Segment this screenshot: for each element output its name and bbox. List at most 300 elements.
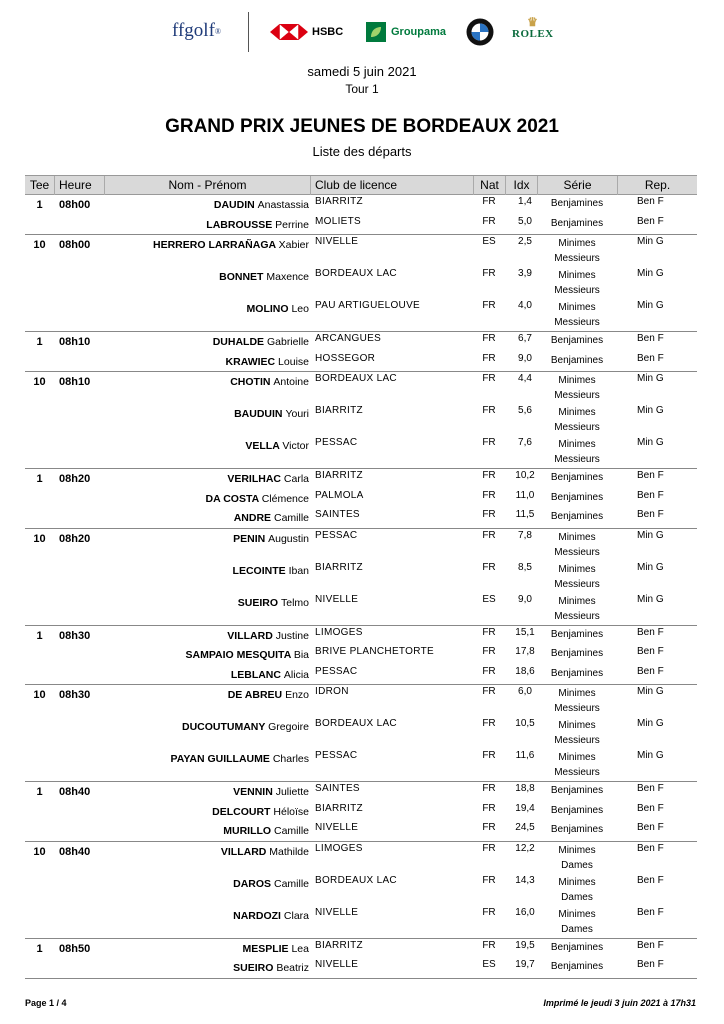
player-nat: FR <box>482 470 496 481</box>
start-time: 08h20 <box>59 473 91 485</box>
player-last-name: SUEIRO <box>237 596 279 609</box>
player-last-name: BONNET <box>219 271 264 283</box>
start-time: 08h40 <box>59 786 91 798</box>
player-rep: Ben F <box>637 509 664 520</box>
table-row <box>25 489 697 509</box>
player-idx: 19,7 <box>515 959 535 970</box>
serie-line: Minimes <box>558 302 596 313</box>
serie-line: Benjamines <box>550 804 604 816</box>
col-serie: Série <box>537 176 617 195</box>
player-rep: Ben F <box>637 906 664 918</box>
serie-line: Benjamines <box>550 472 604 483</box>
serie-line: Dames <box>561 891 593 903</box>
player-last-name: DUCOUTUMANY <box>181 721 266 733</box>
table-row <box>25 404 697 436</box>
player-rep: Ben F <box>637 842 664 854</box>
event-date: samedi 5 juin 2021 <box>307 64 417 79</box>
player-last-name: CHOTIN <box>230 376 271 388</box>
player-idx: 6,7 <box>518 333 532 344</box>
player-club: IDRON <box>315 686 349 697</box>
player-idx: 5,6 <box>518 405 532 416</box>
tee-number: 1 <box>36 629 43 642</box>
player-name <box>103 649 309 661</box>
player-rep: Min G <box>637 686 664 697</box>
tee-number: 10 <box>33 532 46 545</box>
groupama-leaf-icon <box>366 22 386 42</box>
player-last-name: DELCOURT <box>212 805 271 818</box>
player-name <box>103 356 309 368</box>
player-name <box>103 512 309 524</box>
player-serie <box>541 750 613 780</box>
player-first-name: Xabier <box>278 239 309 251</box>
player-name <box>103 721 309 733</box>
hsbc-logo <box>270 24 343 40</box>
col-tee: Tee <box>29 178 50 192</box>
round-label: Tour 1 <box>345 82 379 96</box>
tee-number: 10 <box>33 689 46 701</box>
player-nat: FR <box>482 489 496 501</box>
serie-line: Dames <box>561 859 593 871</box>
player-last-name: ANDRE <box>233 512 272 524</box>
player-club: BIARRITZ <box>315 470 363 481</box>
tee-number: 10 <box>33 376 46 388</box>
player-club: ARCANGUES <box>315 333 382 344</box>
table-row <box>25 626 697 646</box>
col-club: Club de licence <box>310 176 473 195</box>
player-club: BRIVE PLANCHETORTE <box>315 646 434 657</box>
player-club: BORDEAUX LAC <box>315 718 397 729</box>
player-first-name: Charles <box>272 753 309 765</box>
player-first-name: Victor <box>282 440 309 452</box>
player-serie <box>541 490 613 505</box>
table-row <box>25 561 697 593</box>
hsbc-hexagon-icon <box>270 24 308 40</box>
player-idx: 24,5 <box>515 822 535 833</box>
serie-line: Benjamines <box>550 335 604 346</box>
start-time: 08h50 <box>59 942 91 955</box>
serie-line: Minimes <box>558 270 596 281</box>
table-row <box>25 906 697 938</box>
tee-group <box>25 195 697 235</box>
player-idx: 16,0 <box>515 906 535 918</box>
player-serie <box>541 843 613 873</box>
serie-line: Minimes <box>558 844 596 856</box>
player-club: NIVELLE <box>315 906 359 918</box>
player-first-name: Anastassia <box>257 199 309 211</box>
player-rep: Min G <box>637 405 664 416</box>
table-row <box>25 782 697 802</box>
player-first-name: Gregoire <box>268 721 309 733</box>
player-first-name: Bia <box>293 649 309 661</box>
col-nat: Nat <box>473 176 505 195</box>
player-name <box>103 597 309 609</box>
player-last-name: MURILLO <box>223 825 272 837</box>
col-rep: Rep. <box>617 176 697 195</box>
serie-line: Benjamines <box>550 824 604 835</box>
player-serie <box>541 268 613 298</box>
serie-line: Minimes <box>558 688 596 699</box>
serie-line: Messieurs <box>554 253 600 264</box>
serie-line: Minimes <box>558 908 596 920</box>
player-name <box>103 962 309 974</box>
player-first-name: Clémence <box>261 492 309 505</box>
player-rep: Ben F <box>637 822 664 833</box>
player-idx: 9,0 <box>518 593 532 605</box>
serie-line: Benjamines <box>550 785 604 796</box>
player-idx: 19,5 <box>515 939 535 951</box>
groupama-wordmark: Groupama <box>391 26 447 38</box>
player-nat: FR <box>482 196 496 207</box>
table-row <box>25 749 697 781</box>
player-first-name: Maxence <box>266 271 309 283</box>
player-serie <box>541 216 613 231</box>
serie-line: Messieurs <box>554 317 600 328</box>
bmw-logo <box>466 18 494 46</box>
table-row <box>25 645 697 665</box>
player-nat: ES <box>482 236 496 247</box>
player-club: PAU ARTIGUELOUVE <box>315 300 421 311</box>
serie-line: Benjamines <box>550 667 604 679</box>
col-heure: Heure <box>54 176 104 195</box>
table-row <box>25 195 697 215</box>
player-serie <box>541 686 613 716</box>
player-name <box>103 786 309 798</box>
tee-group <box>25 372 697 469</box>
player-last-name: KRAWIEC <box>225 355 276 368</box>
bmw-roundel-icon <box>466 18 494 46</box>
tee-group <box>25 235 697 332</box>
player-nat: FR <box>482 842 496 854</box>
player-idx: 15,1 <box>515 626 535 638</box>
player-serie <box>541 333 613 348</box>
player-rep: Min G <box>637 561 664 573</box>
serie-line: Messieurs <box>554 735 600 746</box>
player-last-name: MESPLIE <box>242 942 289 955</box>
player-first-name: Louise <box>278 355 309 368</box>
tee-group <box>25 529 697 626</box>
tee-group <box>25 469 697 529</box>
ffgolf-registered-mark: ® <box>214 26 221 36</box>
logo-divider <box>248 12 249 52</box>
player-rep: Ben F <box>637 665 664 677</box>
groupama-logo <box>366 22 446 42</box>
tee-number: 1 <box>36 473 43 485</box>
tee-number: 1 <box>36 942 43 955</box>
print-timestamp: Imprimé le jeudi 3 juin 2021 à 17h31 <box>543 998 696 1008</box>
col-nom: Nom - Prénom <box>104 176 310 195</box>
tee-group <box>25 332 697 372</box>
player-rep: Ben F <box>637 646 664 657</box>
player-rep: Ben F <box>637 783 664 794</box>
player-nat: ES <box>482 593 496 605</box>
ffgolf-logo <box>172 20 221 42</box>
tee-group <box>25 626 697 686</box>
tee-group <box>25 685 697 782</box>
serie-line: Messieurs <box>554 578 600 590</box>
player-club: PESSAC <box>315 750 358 761</box>
player-name <box>103 473 309 485</box>
player-nat: FR <box>482 509 496 520</box>
serie-line: Minimes <box>558 720 596 731</box>
player-last-name: BAUDUIN <box>234 408 283 420</box>
player-nat: FR <box>482 626 496 638</box>
player-nat: FR <box>482 352 496 364</box>
player-last-name: VELLA <box>245 440 280 452</box>
player-first-name: Juliette <box>275 786 309 798</box>
player-first-name: Camille <box>273 825 309 837</box>
player-idx: 11,6 <box>515 750 535 761</box>
serie-line: Minimes <box>558 595 596 607</box>
player-idx: 9,0 <box>518 352 532 364</box>
player-club: MOLIETS <box>315 215 361 227</box>
crown-icon: ♛ <box>527 15 539 29</box>
player-rep: Min G <box>637 750 664 761</box>
player-rep: Min G <box>637 529 664 541</box>
player-club: LIMOGES <box>315 626 363 638</box>
player-club: PESSAC <box>315 665 358 677</box>
serie-line: Minimes <box>558 876 596 888</box>
player-first-name: Enzo <box>285 689 309 701</box>
serie-line: Messieurs <box>554 285 600 296</box>
start-time: 08h00 <box>59 199 91 211</box>
player-last-name: VENNIN <box>233 786 273 798</box>
player-serie <box>541 236 613 266</box>
player-club: BIARRITZ <box>315 939 363 951</box>
serie-line: Benjamines <box>550 511 604 522</box>
player-nat: FR <box>482 906 496 918</box>
player-idx: 14,3 <box>515 874 535 886</box>
table-row <box>25 874 697 906</box>
player-last-name: NARDOZI <box>233 909 281 922</box>
serie-line: Benjamines <box>550 491 604 503</box>
player-rep: Ben F <box>637 939 664 951</box>
player-name <box>103 533 309 545</box>
serie-line: Messieurs <box>554 610 600 622</box>
serie-line: Benjamines <box>550 941 604 953</box>
player-rep: Ben F <box>637 874 664 886</box>
player-rep: Min G <box>637 593 664 605</box>
page-subtitle: Liste des départs <box>312 144 412 159</box>
player-idx: 7,8 <box>518 529 532 541</box>
player-nat: FR <box>482 874 496 886</box>
player-name <box>103 753 309 765</box>
player-serie <box>541 907 613 937</box>
table-body <box>25 195 697 979</box>
player-name <box>103 336 309 348</box>
table-row <box>25 469 697 489</box>
table-row <box>25 802 697 822</box>
serie-line: Minimes <box>558 439 596 450</box>
player-serie <box>541 405 613 435</box>
player-serie <box>541 718 613 748</box>
player-rep: Ben F <box>637 959 664 970</box>
table-row <box>25 267 697 299</box>
player-last-name: DE ABREU <box>227 689 283 701</box>
player-nat: FR <box>482 529 496 541</box>
player-last-name: LEBLANC <box>230 668 281 681</box>
player-rep: Min G <box>637 236 664 247</box>
player-name <box>103 630 309 642</box>
tee-number: 10 <box>33 239 46 251</box>
player-serie <box>541 594 613 624</box>
player-idx: 6,0 <box>518 686 532 697</box>
player-name <box>103 408 309 420</box>
table-row <box>25 842 697 874</box>
player-serie <box>541 666 613 681</box>
tee-group <box>25 939 697 979</box>
serie-line: Messieurs <box>554 390 600 401</box>
player-last-name: VILLARD <box>227 629 273 642</box>
player-club: LIMOGES <box>315 842 363 854</box>
player-idx: 17,8 <box>515 646 535 657</box>
player-first-name: Leo <box>291 303 309 315</box>
serie-line: Minimes <box>558 752 596 763</box>
player-club: BIARRITZ <box>315 802 363 814</box>
player-nat: FR <box>482 718 496 729</box>
player-nat: FR <box>482 268 496 279</box>
player-nat: FR <box>482 686 496 697</box>
table-row <box>25 939 697 959</box>
player-name <box>103 493 309 505</box>
player-idx: 4,4 <box>518 373 532 384</box>
player-first-name: Perrine <box>275 218 309 231</box>
player-name <box>103 376 309 388</box>
serie-line: Benjamines <box>550 648 604 659</box>
player-last-name: PENIN <box>233 532 266 545</box>
page-number: Page 1 / 4 <box>25 998 67 1008</box>
player-idx: 4,0 <box>518 300 532 311</box>
player-first-name: Carla <box>283 473 309 485</box>
player-club: NIVELLE <box>315 236 359 247</box>
serie-line: Messieurs <box>554 454 600 465</box>
player-last-name: DUHALDE <box>212 336 265 348</box>
player-idx: 2,5 <box>518 236 532 247</box>
serie-line: Minimes <box>558 407 596 418</box>
player-first-name: Camille <box>273 877 309 890</box>
player-rep: Ben F <box>637 802 664 814</box>
player-nat: FR <box>482 437 496 448</box>
player-idx: 19,4 <box>515 802 535 814</box>
player-idx: 3,9 <box>518 268 532 279</box>
table-row <box>25 593 697 625</box>
player-rep: Ben F <box>637 333 664 344</box>
player-club: BIARRITZ <box>315 196 363 207</box>
player-last-name: PAYAN GUILLAUME <box>170 753 270 765</box>
player-club: SAINTES <box>315 509 360 520</box>
player-idx: 10,5 <box>515 718 535 729</box>
table-header <box>25 175 697 195</box>
start-time: 08h10 <box>59 376 91 388</box>
serie-line: Messieurs <box>554 767 600 778</box>
player-first-name: Alicia <box>283 668 309 681</box>
player-first-name: Telmo <box>280 596 309 609</box>
table-row <box>25 332 697 352</box>
player-rep: Min G <box>637 718 664 729</box>
player-club: BORDEAUX LAC <box>315 268 397 279</box>
ffgolf-wordmark: ffgolf <box>172 20 215 41</box>
player-club: SAINTES <box>315 783 360 794</box>
player-idx: 5,0 <box>518 215 532 227</box>
player-last-name: MOLINO <box>246 303 289 315</box>
player-name <box>103 440 309 452</box>
player-serie <box>541 562 613 592</box>
table-row <box>25 235 697 267</box>
player-first-name: Gabrielle <box>266 336 309 348</box>
serie-line: Benjamines <box>550 217 604 229</box>
player-rep: Ben F <box>637 489 664 501</box>
serie-line: Minimes <box>558 563 596 575</box>
player-serie <box>541 959 613 974</box>
table-row <box>25 529 697 561</box>
player-club: PALMOLA <box>315 489 364 501</box>
table-row <box>25 352 697 372</box>
player-club: NIVELLE <box>315 822 359 833</box>
player-name <box>103 199 309 211</box>
player-name <box>103 943 309 955</box>
player-idx: 12,2 <box>515 842 535 854</box>
serie-line: Messieurs <box>554 422 600 433</box>
player-last-name: DA COSTA <box>205 492 259 505</box>
player-club: NIVELLE <box>315 593 359 605</box>
player-nat: FR <box>482 405 496 416</box>
player-last-name: SUEIRO <box>233 962 274 974</box>
player-serie <box>541 627 613 642</box>
player-first-name: Augustin <box>268 532 309 545</box>
start-time: 08h10 <box>59 336 91 348</box>
player-club: BIARRITZ <box>315 561 363 573</box>
col-idx: Idx <box>505 176 537 195</box>
tee-number: 1 <box>36 786 43 798</box>
player-nat: FR <box>482 822 496 833</box>
player-rep: Ben F <box>637 215 664 227</box>
player-nat: FR <box>482 783 496 794</box>
player-idx: 18,8 <box>515 783 535 794</box>
table-row <box>25 717 697 749</box>
player-name <box>103 271 309 283</box>
player-name <box>103 565 309 577</box>
player-club: BIARRITZ <box>315 405 363 416</box>
player-serie <box>541 940 613 955</box>
player-nat: FR <box>482 373 496 384</box>
start-time: 08h00 <box>59 239 91 251</box>
player-name <box>103 825 309 837</box>
player-name <box>103 669 309 681</box>
player-rep: Ben F <box>637 626 664 638</box>
player-rep: Min G <box>637 300 664 311</box>
start-time: 08h20 <box>59 532 91 545</box>
serie-line: Minimes <box>558 238 596 249</box>
player-name <box>103 239 309 251</box>
player-serie <box>541 196 613 211</box>
player-last-name: LABROUSSE <box>206 218 273 231</box>
player-serie <box>541 300 613 330</box>
serie-line: Minimes <box>558 531 596 543</box>
player-serie <box>541 353 613 368</box>
player-club: BORDEAUX LAC <box>315 373 397 384</box>
player-rep: Min G <box>637 437 664 448</box>
table-row <box>25 436 697 468</box>
player-name <box>103 303 309 315</box>
player-first-name: Iban <box>288 564 309 577</box>
serie-line: Benjamines <box>550 961 604 972</box>
player-serie <box>541 783 613 798</box>
player-nat: FR <box>482 939 496 951</box>
player-first-name: Justine <box>275 629 309 642</box>
player-nat: FR <box>482 333 496 344</box>
player-first-name: Héloïse <box>273 805 309 818</box>
player-last-name: VERILHAC <box>227 473 281 485</box>
player-last-name: SAMPAIO MESQUITA <box>185 649 291 661</box>
